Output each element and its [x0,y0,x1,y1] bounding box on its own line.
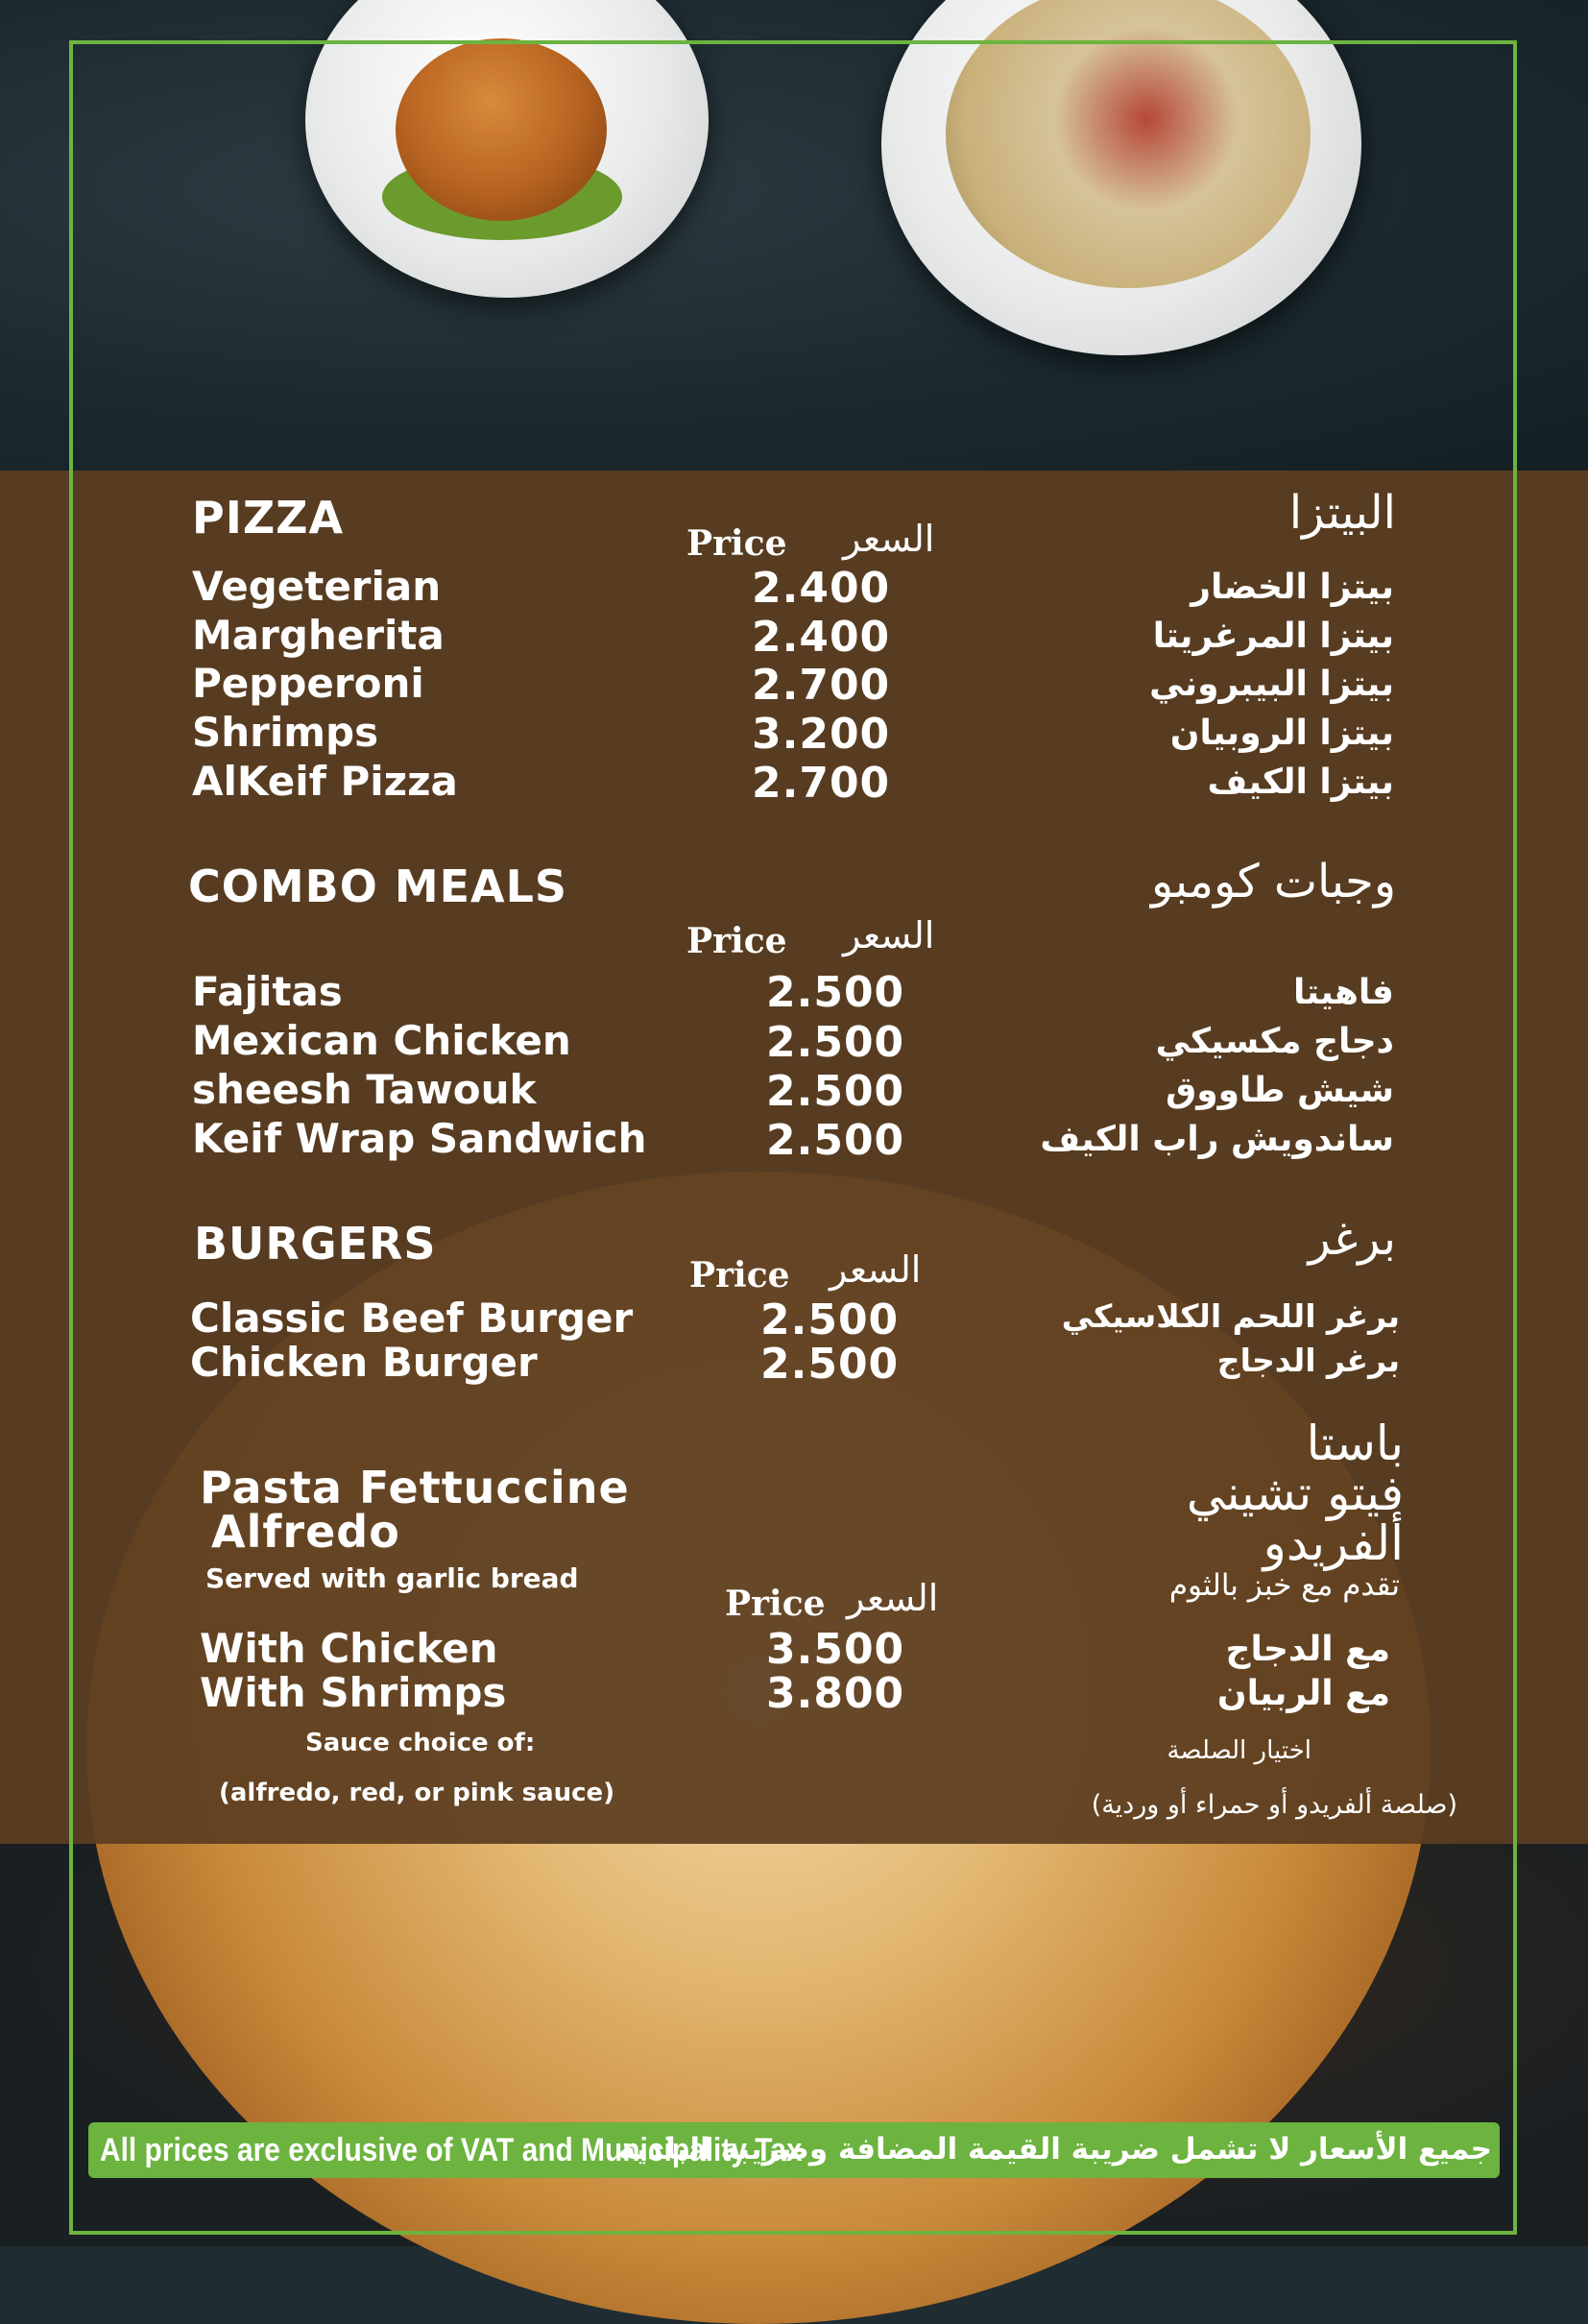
pasta-subtitle-en: Served with garlic bread [205,1562,579,1594]
pizza-item-name: Shrimps [192,709,379,756]
pasta-price-header-en: Price [725,1584,826,1624]
burgers-price-header-en: Price [689,1255,790,1295]
combo-item-name: Mexican Chicken [192,1017,571,1064]
combo-item-price: 2.500 [766,1116,905,1165]
pasta-item-name-ar: مع الربيان [1216,1674,1390,1713]
combo-item-name: Fajitas [192,968,343,1015]
combo-title-en: COMBO MEALS [188,860,568,912]
combo-item-price: 2.500 [766,968,905,1017]
vat-notice-ar: جميع الأسعار لا تشمل ضريبة القيمة المضافة وضريبة البلدية [617,2132,1492,2167]
combo-item-price: 2.500 [766,1067,905,1116]
pasta-title-ar-line2: فيتو تشيني [1186,1465,1404,1521]
combo-item-name-ar: ساندويش راب الكيف [1040,1120,1394,1159]
sauce-options-en: (alfredo, red, or pink sauce) [219,1779,615,1807]
pizza-item-price: 3.200 [752,710,891,759]
pizza-item-price: 2.700 [752,661,891,710]
burgers-title-en: BURGERS [194,1218,437,1270]
combo-price-header-ar: السعر [843,914,935,956]
sauce-options-ar: (صلصة ألفريدو أو حمراء أو وردية) [1091,1790,1457,1820]
pizza-item-price: 2.400 [752,613,891,662]
pizza-price-header-ar: السعر [843,518,935,560]
pasta-title-en-line2: Alfredo [211,1506,400,1558]
combo-item-name-ar: شيش طاووق [1166,1071,1394,1110]
burgers-item-name-ar: برغر الدجاج [1216,1342,1400,1379]
combo-title-ar: وجبات كومبو [1150,855,1396,908]
combo-price-header-en: Price [686,921,787,961]
pasta-price-header-ar: السعر [847,1577,939,1619]
sauce-choice-en: Sauce choice of: [305,1729,536,1757]
vat-notice-en: All prices are exclusive of VAT and Municipality Tax [100,2132,803,2168]
burgers-item-name: Classic Beef Burger [190,1295,634,1342]
pasta-item-price: 3.500 [766,1625,905,1674]
pizza-item-name-ar: بيتزا الروبيان [1169,714,1394,753]
pizza-price-header-en: Price [686,523,787,564]
pizza-item-price: 2.400 [752,564,891,613]
pizza-item-price: 2.700 [752,759,891,808]
pasta-item-name-ar: مع الدجاج [1225,1630,1390,1669]
pizza-item-name-ar: بيتزا الكيف [1207,763,1394,802]
pizza-item-name-ar: بيتزا المرغريتا [1152,617,1394,656]
combo-item-name-ar: دجاج مكسيكي [1155,1022,1394,1061]
slate-background [0,0,1588,471]
pasta-title-ar-line1: باستا [1306,1416,1404,1471]
pasta-title-en-line1: Pasta Fettuccine [200,1462,630,1513]
pizza-title-en: PIZZA [192,492,345,544]
combo-item-price: 2.500 [766,1018,905,1067]
burger-bun-image [396,38,607,221]
pasta-item-name: With Shrimps [200,1669,507,1716]
pasta-subtitle-ar: تقدم مع خبز بالثوم [1168,1568,1400,1603]
burgers-item-price: 2.500 [760,1340,900,1389]
pasta-item-price: 3.800 [766,1669,905,1718]
burgers-price-header-ar: السعر [830,1248,922,1291]
combo-item-name-ar: فاهيتا [1293,973,1394,1012]
pasta-item-name: With Chicken [200,1625,498,1672]
pizza-item-name-ar: بيتزا الخضار [1191,568,1394,607]
pizza-title-ar: البيتزا [1288,486,1396,540]
pasta-title-ar-line3: ألفريدو [1263,1515,1404,1571]
pizza-item-name: Vegeterian [192,563,442,610]
combo-item-name: sheesh Tawouk [192,1066,537,1113]
burgers-item-name: Chicken Burger [190,1339,538,1386]
pizza-item-name-ar: بيتزا البيبروني [1149,665,1394,704]
burgers-item-price: 2.500 [760,1295,900,1344]
burgers-title-ar: برغر [1308,1212,1396,1266]
pizza-item-name: AlKeif Pizza [192,758,458,805]
pizza-item-name: Pepperoni [192,660,424,707]
burgers-item-name-ar: برغر اللحم الكلاسيكي [1061,1297,1400,1335]
sauce-choice-ar: اختيار الصلصة [1167,1736,1311,1765]
combo-item-name: Keif Wrap Sandwich [192,1115,647,1162]
pizza-item-name: Margherita [192,612,445,659]
